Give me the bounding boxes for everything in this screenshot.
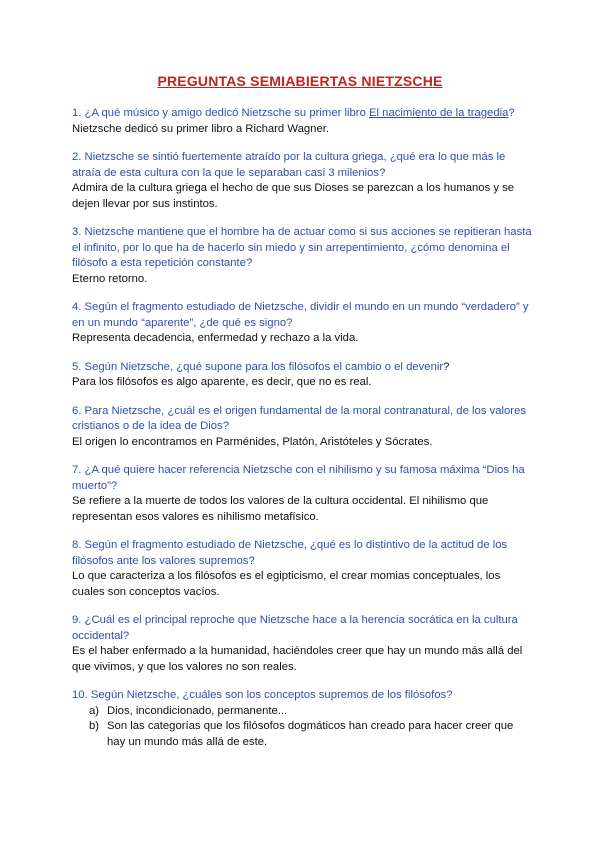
qa-item-7: [72, 463, 532, 525]
list-item: [72, 719, 532, 750]
question-text: 5. Según Nietzsche, ¿qué supone para los filósofos el cambio o el devenir: [72, 360, 444, 373]
qa-item-1: [72, 106, 532, 137]
question-6: 6. Para Nietzsche, ¿cuál es el origen fundamental de la moral contranatural, de los valores cristianos o de la idea de Dios?: [72, 404, 526, 432]
qa-item-5: [72, 360, 532, 391]
list-marker: b): [89, 720, 100, 732]
answer-1: Nietzsche dedicó su primer libro a Richard Wagner.: [72, 122, 330, 135]
question-2: 2. Nietzsche se sintió fuertemente atraído por la cultura griega, ¿qué era lo que más le atraía de esta cultura con la que le separaban casi 3 milenios?: [72, 151, 506, 179]
page-title: PREGUNTAS SEMIABIERTAS NIETZSCHE: [157, 73, 443, 89]
answer-6: El origen lo encontramos en Parménides, Platón, Aristóteles y Sócrates.: [72, 435, 433, 448]
qa-item-8: [72, 538, 532, 600]
question-7: 7. ¿A qué quiere hacer referencia Nietzsche con el nihilismo y su famosa máxima “Dios ha muerto”?: [72, 464, 525, 492]
question-10: 10. Según Nietzsche, ¿cuáles son los conceptos supremos de los filósofos?: [72, 689, 453, 701]
qa-item-10: [72, 688, 532, 750]
question-9: 9. ¿Cuál es el principal reproche que Nietzsche hace a la herencia socrática en la cultura occidental?: [72, 614, 518, 642]
qa-item-4: [72, 300, 532, 347]
question-1: [72, 106, 532, 122]
answer-9: Es el haber enfermado a la humanidad, haciéndoles creer que hay un mundo más allá del que vivimos, y que los valores no son reales.: [72, 645, 523, 673]
qa-item-9: [72, 613, 532, 675]
answer-7: Se refiere a la muerte de todos los valores de la cultura occidental. El nihilismo que representan esos valores es nihilismo metafísico.: [72, 495, 489, 523]
list-item: [72, 704, 532, 720]
qa-item-3: [72, 225, 532, 287]
question-3: 3. Nietzsche mantiene que el hombre ha de actuar como si sus acciones se repitieran hasta el infinito, por lo que ha de hacerlo sin miedo y sin arrepentimiento, ¿cómo denomina el filósofo a esta repetición constante?: [72, 226, 532, 269]
question-mark: ?: [508, 107, 515, 119]
answer-3: Eterno retorno.: [72, 272, 148, 285]
qa-item-2: [72, 150, 532, 212]
answer-2: Admira de la cultura griega el hecho de que sus Dioses se parezcan a los humanos y se dejen llevar por sus instintos.: [72, 182, 515, 210]
answer-5: Para los filósofos es algo aparente, es decir, que no es real.: [72, 376, 372, 388]
question-text: 1. ¿A qué músico y amigo dedicó Nietzsche su primer libro: [72, 107, 369, 119]
list-item-text: Dios, incondicionado, permanente...: [107, 704, 288, 717]
question-list: [72, 106, 532, 763]
question-mark: ?: [443, 360, 450, 373]
answer-8: Lo que caracteriza a los filósofos es el egipticismo, el crear momias conceptuales, los cuales son conceptos vacíos.: [72, 570, 501, 598]
qa-item-6: [72, 404, 532, 451]
question-5: [72, 360, 532, 376]
list-marker: a): [89, 704, 100, 717]
question-8: 8. Según el fragmento estudiado de Nietzsche, ¿qué es lo distintivo de la actitud de los filósofos ante los valores supremos?: [72, 539, 508, 567]
list-item-text: Son las categorías que los filósofos dogmáticos han creado para hacer creer que hay un mundo más allá de este.: [107, 720, 514, 748]
answer-list-10: [72, 704, 532, 751]
question-4: 4. Según el fragmento estudiado de Nietzsche, dividir el mundo en un mundo “verdadero” y en un mundo “aparente”, ¿de qué es signo?: [72, 301, 529, 329]
answer-4: Representa decadencia, enfermedad y rechazo a la vida.: [72, 332, 359, 344]
book-title-link[interactable]: El nacimiento de la tragedia: [369, 107, 509, 119]
